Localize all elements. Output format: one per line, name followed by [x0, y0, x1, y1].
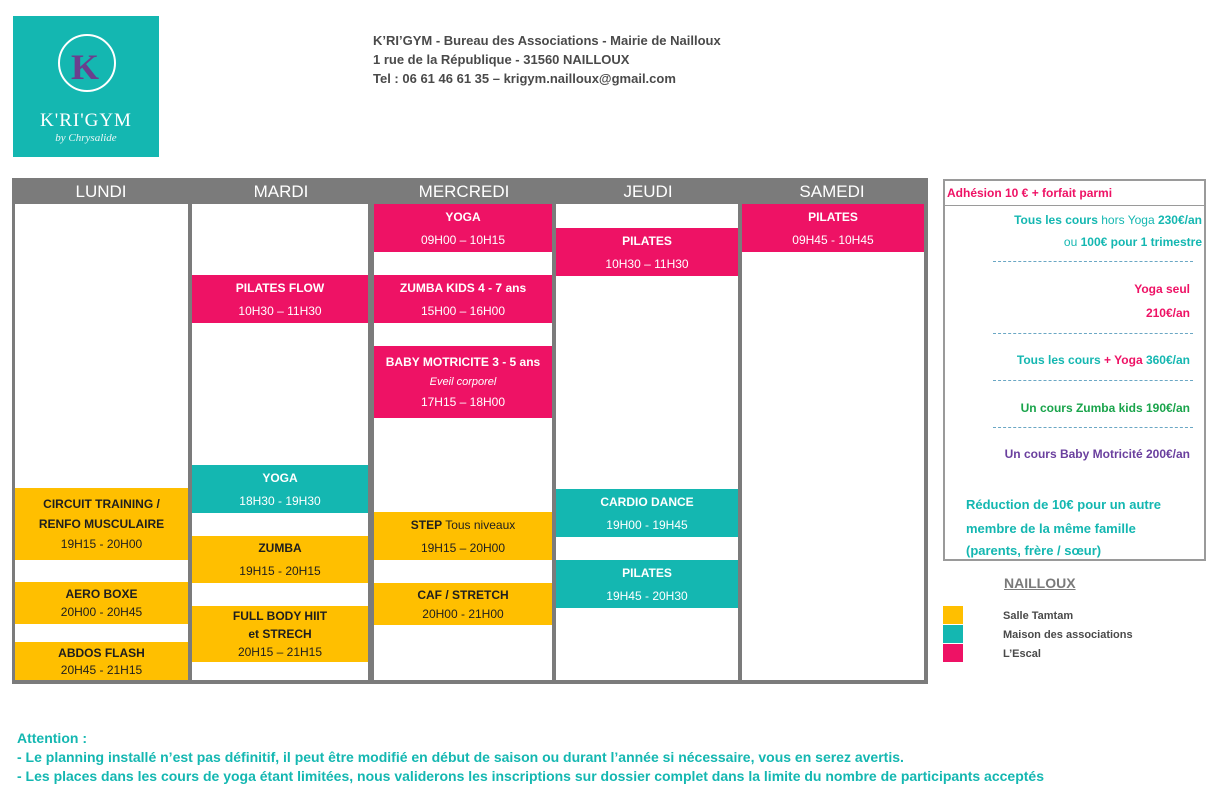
day-header-mardi: MARDI: [253, 182, 309, 201]
class-time: 19H15 - 20H15: [239, 564, 321, 578]
column-lundi: [15, 204, 188, 680]
legend-label-escal: L’Escal: [1003, 648, 1041, 660]
class-cardio-dance: [556, 489, 738, 537]
pricing-text-ou: ou: [1063, 235, 1081, 249]
header-line-1: K’RI’GYM - Bureau des Associations - Mairie de Nailloux: [373, 33, 721, 48]
class-title: ZUMBA KIDS 4 - 7 ans: [399, 280, 527, 295]
notes-line-1: - Le planning installé n’est pas définitif, il peut être modifié en début de saison ou durant l’année si nécessaire, vous en serez avertis.: [17, 749, 904, 765]
class-time: 19H15 - 20H00: [60, 537, 143, 551]
column-samedi: [742, 204, 924, 680]
pricing-text-plus-yoga: + Yoga: [1104, 353, 1143, 367]
pricing-text: Tous les cours: [1014, 213, 1102, 227]
class-title-extra: Tous niveaux: [442, 517, 516, 532]
class-zumba: [192, 536, 368, 583]
legend-swatch-teal: [943, 625, 963, 643]
class-title: PILATES: [622, 233, 672, 248]
pricing-separator: [993, 380, 1193, 381]
class-title: ABDOS FLASH: [58, 645, 145, 660]
class-time: 19H00 - 19H45: [606, 517, 688, 532]
pricing-yoga-seul: Yoga seul: [1134, 282, 1190, 296]
pricing-all-plus-yoga: [1017, 353, 1190, 367]
pricing-trimestre: [1064, 235, 1202, 249]
logo-mark: K: [71, 47, 100, 87]
schedule-grid: [12, 178, 928, 684]
pricing-separator: [993, 427, 1193, 428]
class-time: 10H30 – 11H30: [238, 303, 322, 318]
column-jeudi: [556, 204, 738, 680]
class-title: BABY MOTRICITE 3 - 5 ans: [385, 355, 541, 369]
class-yoga-mercredi: [374, 204, 552, 252]
class-time: 18H30 - 19H30: [239, 493, 321, 508]
class-title: PILATES: [622, 565, 672, 580]
class-time: 20H45 - 21H15: [60, 662, 143, 677]
pricing-reduction-2: membre de la même famille: [966, 521, 1136, 536]
class-title: YOGA: [262, 470, 298, 485]
pricing-reduction-1: Réduction de 10€ pour un autre: [966, 497, 1162, 512]
class-full-body-hiit: [192, 606, 368, 662]
legend-label-salle-tamtam: Salle Tamtam: [1003, 610, 1074, 622]
legend-title: NAILLOUX: [1004, 575, 1076, 591]
class-time: 15H00 – 16H00: [420, 303, 506, 318]
class-title: CAF / STRETCH: [417, 587, 509, 602]
class-time: 20H00 - 21H00: [422, 606, 504, 621]
class-time: 19H45 - 20H30: [606, 588, 688, 603]
class-pilates-jeudi-1: [556, 228, 738, 276]
pricing-separator: [993, 261, 1193, 262]
class-time: 10H30 – 11H30: [605, 256, 689, 271]
logo-tagline: by Chrysalide: [55, 132, 117, 144]
notes-line-2: - Les places dans les cours de yoga étant limitées, nous validerons les inscriptions sur dossier complet dans la limite du nombre de participants acceptés: [17, 768, 1044, 784]
class-title: ZUMBA: [258, 541, 302, 555]
class-time: 19H15 – 20H00: [420, 540, 506, 555]
pricing-text: 100€ pour 1 trimestre: [1080, 235, 1202, 249]
class-baby-motricite: [374, 346, 552, 418]
day-header-jeudi: JEUDI: [623, 182, 673, 201]
legend-swatch-pink: [943, 644, 963, 662]
class-title: AERO BOXE: [65, 587, 138, 601]
class-caf-stretch: [374, 583, 552, 625]
class-title-line: [374, 518, 552, 532]
class-subtitle: Eveil corporel: [429, 376, 497, 388]
header-contact: [373, 31, 721, 88]
notes: [17, 729, 1044, 786]
class-title: FULL BODY HIIT: [232, 609, 328, 623]
pricing-separator: [993, 333, 1193, 334]
class-aero-boxe: [15, 582, 188, 624]
header-line-2: 1 rue de la République - 31560 NAILLOUX: [373, 52, 630, 67]
class-title: CARDIO DANCE: [600, 494, 694, 509]
pricing-price: 360€/an: [1142, 353, 1190, 367]
pricing-box: [943, 179, 1206, 561]
class-pilates-jeudi-2: [556, 560, 738, 608]
pricing-text: Tous les cours: [1016, 353, 1105, 367]
pricing-price: 230€/an: [1154, 213, 1202, 227]
logo-brand: K'RI'GYM: [40, 110, 132, 131]
class-yoga-mardi: [192, 465, 368, 513]
day-header-samedi: SAMEDI: [799, 182, 865, 201]
class-time: 09H45 - 10H45: [792, 232, 874, 247]
class-time: 09H00 – 10H15: [420, 232, 506, 247]
class-abdos-flash: [15, 642, 188, 680]
logo: [13, 16, 159, 157]
pricing-all-courses: [1014, 213, 1202, 227]
legend-swatch-yellow: [943, 606, 963, 624]
class-title: YOGA: [445, 209, 481, 224]
class-title: CIRCUIT TRAINING /: [43, 497, 160, 511]
class-pilates-flow: [192, 275, 368, 323]
class-step: [374, 512, 552, 560]
class-title: STEP: [410, 517, 443, 532]
pricing-yoga-price: 210€/an: [1145, 306, 1190, 320]
pricing-reduction-3: (parents, frère / sœur): [966, 543, 1102, 558]
day-header-mercredi: MERCREDI: [418, 182, 510, 201]
class-title-2: RENFO MUSCULAIRE: [38, 517, 165, 531]
class-time: 20H15 – 21H15: [237, 645, 323, 659]
class-title: PILATES: [808, 209, 858, 224]
class-title-2: et STRECH: [248, 627, 312, 641]
notes-attention: Attention :: [17, 730, 87, 746]
column-mardi: [192, 204, 368, 680]
column-mercredi: [374, 204, 552, 680]
day-header-lundi: LUNDI: [75, 182, 127, 201]
pricing-baby-motricite: Un cours Baby Motricité 200€/an: [1004, 447, 1190, 461]
legend-label-maison: Maison des associations: [1003, 629, 1133, 641]
class-circuit-training: [15, 488, 188, 560]
header-line-3: Tel : 06 61 46 61 35 – krigym.nailloux@gmail.com: [373, 71, 676, 86]
class-time: 20H00 - 20H45: [60, 605, 143, 619]
class-time: 17H15 – 18H00: [420, 395, 506, 409]
pricing-text-hors-yoga: hors Yoga: [1101, 213, 1155, 227]
class-title: PILATES FLOW: [235, 280, 325, 295]
class-zumba-kids: [374, 275, 552, 323]
pricing-divider: [943, 205, 1206, 206]
class-pilates-samedi: [742, 204, 924, 252]
pricing-zumba-kids: Un cours Zumba kids 190€/an: [1020, 401, 1190, 415]
pricing-heading: Adhésion 10 € + forfait parmi: [947, 186, 1113, 200]
